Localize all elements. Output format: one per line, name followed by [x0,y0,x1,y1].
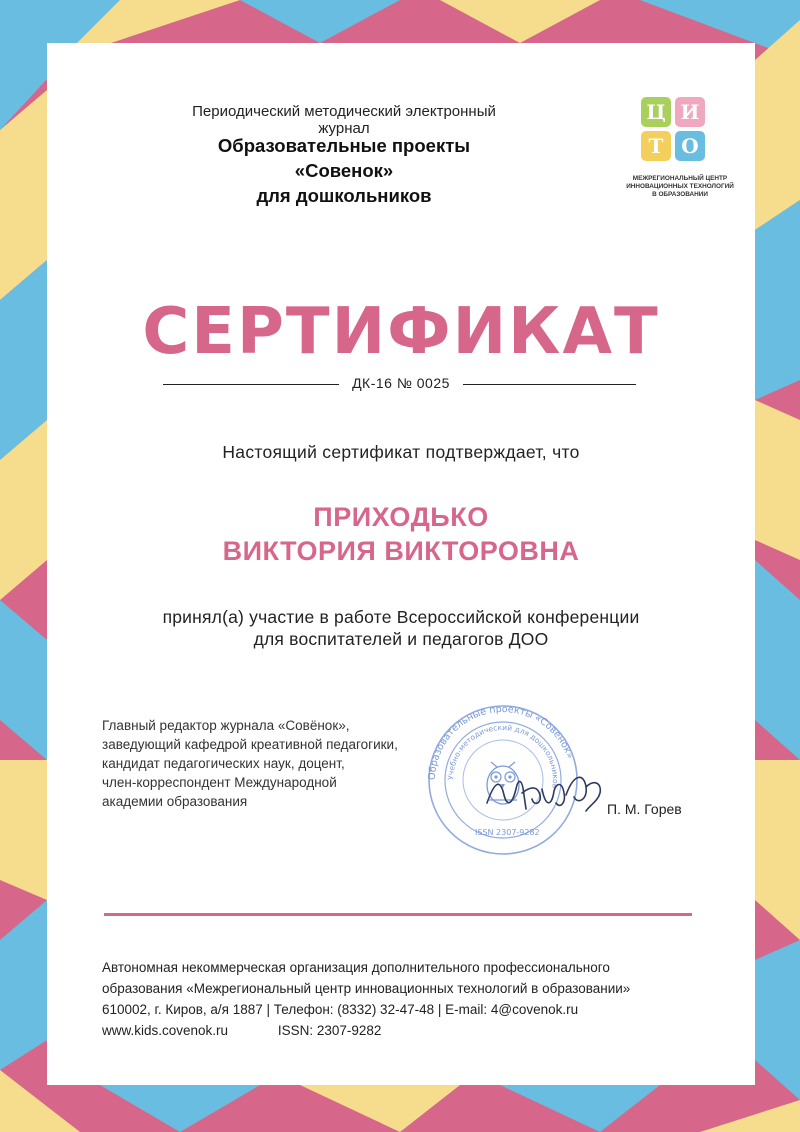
editor-line4: член-корреспондент Международной [102,775,337,790]
participation-line1: принял(а) участие в работе Всероссийской конференции [162,607,640,627]
participation-line2: для воспитателей и педагогов ДОО [253,629,549,649]
footer-org-line2: образования «Межрегиональный центр инновационных технологий в образовании» [102,981,631,996]
journal-subtitle: Периодический методический электронный журнал [192,103,496,137]
logo-caption-line3: В ОБРАЗОВАНИИ [652,191,708,198]
cito-logo [623,95,737,205]
participation-text [47,606,755,650]
logo-caption-line2: ИННОВАЦИОННЫХ ТЕХНОЛОГИЙ [626,183,734,190]
journal-title-line2: для дошкольников [256,185,432,206]
handwritten-signature [482,765,612,825]
footer-divider [104,913,692,916]
editor-line1: Главный редактор журнала «Совёнок», [102,718,350,733]
logo-caption-line1: МЕЖРЕГИОНАЛЬНЫЙ ЦЕНТР [632,175,728,182]
stamp-outer-text: Образовательные проекты «Совенок» [426,705,576,781]
recipient-given-names: ВИКТОРИЯ ВИКТОРОВНА [222,536,580,566]
logo-tiles [641,95,717,171]
footer-links [102,1020,732,1041]
organization-footer [102,957,732,1041]
editor-credentials [102,716,432,811]
signer-name: П. М. Горев [607,801,682,817]
recipient-surname: ПРИХОДЬКО [313,502,489,532]
logo-caption [623,175,737,199]
logo-tile-4: О [675,131,705,161]
certificate-sheet [47,43,755,1085]
certificate-title: СЕРТИФИКАТ [142,295,660,369]
footer-contacts: 610002, г. Киров, а/я 1887 | Телефон: (8332) 32-47-48 | E-mail: 4@covenok.ru [102,1002,579,1017]
footer-website[interactable]: www.kids.covenok.ru [102,1023,229,1038]
logo-tile-2: И [675,97,705,127]
editor-line3: кандидат педагогических наук, доцент, [102,756,345,771]
title-rule-left [163,384,339,385]
footer-org-line1: Автономная некоммерческая организация дополнительного профессионального [102,960,610,975]
journal-title-line1: Образовательные проекты «Совенок» [217,135,471,181]
stamp-inner-text: Учебно-методический для дошкольников [445,722,561,789]
certificate-number: ДК-16 № 0025 [352,375,450,391]
stamp-issn: ISSN 2307-9282 [475,828,540,837]
logo-tile-3: Т [641,131,671,161]
journal-title [167,133,521,208]
footer-issn: ISSN: 2307-9282 [277,1023,382,1038]
editor-line2: заведующий кафедрой креативной педагогики, [102,737,398,752]
logo-tile-1: Ц [641,97,671,127]
confirm-text: Настоящий сертификат подтверждает, что [222,442,580,462]
editor-line5: академии образования [102,794,248,809]
title-rule-right [463,384,636,385]
recipient-name [47,500,755,568]
